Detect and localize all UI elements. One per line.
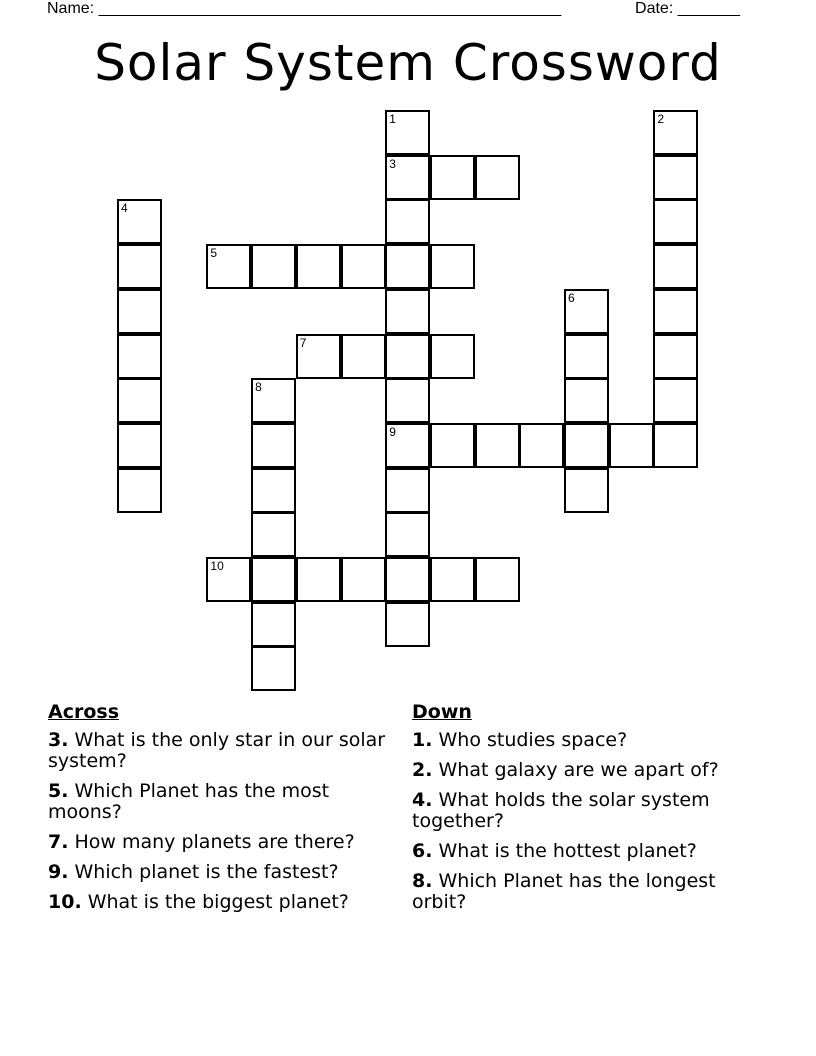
cell-number: 8 <box>255 380 262 395</box>
cell-number: 10 <box>210 559 224 573</box>
crossword-cell[interactable] <box>251 512 296 557</box>
clue-number: 7. <box>48 831 69 853</box>
crossword-cell[interactable] <box>653 110 698 155</box>
crossword-cell[interactable] <box>117 244 162 289</box>
crossword-cell[interactable] <box>251 646 296 691</box>
clue-text: What is the only star in our solar system? <box>48 729 386 772</box>
crossword-cell[interactable] <box>251 423 296 468</box>
clue-down-8 <box>412 871 762 913</box>
clue-across-5 <box>48 781 388 823</box>
crossword-cell[interactable] <box>117 378 162 423</box>
crossword-cell[interactable] <box>385 289 430 334</box>
crossword-cell[interactable] <box>430 155 475 200</box>
clue-text: What galaxy are we apart of? <box>432 759 719 781</box>
crossword-cell[interactable] <box>117 423 162 468</box>
crossword-cell[interactable] <box>653 423 698 468</box>
clue-down-1 <box>412 730 762 751</box>
clue-number: 9. <box>48 861 69 883</box>
across-clues <box>48 702 388 922</box>
clue-across-9 <box>48 862 388 883</box>
clue-text: What is the biggest planet? <box>81 891 349 913</box>
clue-down-2 <box>412 760 762 781</box>
crossword-cell[interactable] <box>341 244 386 289</box>
clue-number: 10. <box>48 891 82 913</box>
clue-number: 2. <box>412 759 433 781</box>
crossword-cell[interactable] <box>653 199 698 244</box>
crossword-cell[interactable] <box>296 244 341 289</box>
crossword-cell[interactable] <box>475 557 520 602</box>
crossword-cell[interactable] <box>117 468 162 513</box>
crossword-cell[interactable] <box>296 557 341 602</box>
cell-number: 2 <box>657 112 665 126</box>
crossword-cell[interactable] <box>564 289 609 334</box>
crossword-cell[interactable] <box>117 334 162 379</box>
crossword-cell[interactable] <box>117 289 162 334</box>
crossword-cell[interactable] <box>385 423 430 468</box>
crossword-cell[interactable] <box>251 244 296 289</box>
crossword-cell[interactable] <box>564 378 609 423</box>
clue-text: Which Planet has the longest orbit? <box>412 870 716 913</box>
crossword-cell[interactable] <box>385 334 430 379</box>
cell-number: 6 <box>568 290 575 305</box>
clue-across-3 <box>48 730 388 772</box>
crossword-cell[interactable] <box>385 378 430 423</box>
clue-text: Which planet is the fastest? <box>68 861 339 883</box>
crossword-cell[interactable] <box>385 557 430 602</box>
crossword-cell[interactable] <box>475 155 520 200</box>
crossword-cell[interactable] <box>206 557 251 602</box>
clue-number: 8. <box>412 870 433 892</box>
crossword-cell[interactable] <box>653 155 698 200</box>
clue-text: What holds the solar system together? <box>412 789 710 832</box>
crossword-cell[interactable] <box>251 602 296 647</box>
crossword-cell[interactable] <box>653 289 698 334</box>
clue-number: 4. <box>412 789 433 811</box>
clue-down-4 <box>412 790 762 832</box>
clue-across-10 <box>48 892 388 913</box>
across-heading: Across <box>48 701 120 723</box>
clue-number: 5. <box>48 780 69 802</box>
down-clues <box>412 702 762 922</box>
clue-number: 3. <box>48 729 69 751</box>
cell-number: 3 <box>389 156 396 171</box>
crossword-cell[interactable] <box>653 334 698 379</box>
cell-number: 5 <box>210 246 218 261</box>
clue-text: Which Planet has the most moons? <box>48 780 330 823</box>
crossword-cell[interactable] <box>385 512 430 557</box>
crossword-cell[interactable] <box>475 423 520 468</box>
crossword-cell[interactable] <box>341 334 386 379</box>
crossword-cell[interactable] <box>117 199 162 244</box>
crossword-cell[interactable] <box>251 378 296 423</box>
crossword-cell[interactable] <box>385 468 430 513</box>
clue-text: Who studies space? <box>432 729 628 751</box>
crossword-cell[interactable] <box>430 557 475 602</box>
cell-number: 4 <box>121 201 128 216</box>
cell-number: 1 <box>389 112 396 126</box>
cell-number: 7 <box>299 335 307 350</box>
crossword-cell[interactable] <box>564 468 609 513</box>
page-title: Solar System Crossword <box>94 34 722 92</box>
crossword-cell[interactable] <box>653 378 698 423</box>
crossword-cell[interactable] <box>385 155 430 200</box>
crossword-cell[interactable] <box>609 423 654 468</box>
crossword-cell[interactable] <box>430 244 475 289</box>
down-heading: Down <box>412 701 472 723</box>
crossword-cell[interactable] <box>296 334 341 379</box>
clue-across-7 <box>48 832 388 853</box>
crossword-cell[interactable] <box>251 468 296 513</box>
crossword-cell[interactable] <box>430 423 475 468</box>
crossword-cell[interactable] <box>519 423 564 468</box>
crossword-cell[interactable] <box>385 244 430 289</box>
crossword-cell[interactable] <box>385 110 430 155</box>
crossword-cell[interactable] <box>341 557 386 602</box>
crossword-cell[interactable] <box>564 423 609 468</box>
crossword-cell[interactable] <box>653 244 698 289</box>
clue-text: What is the hottest planet? <box>432 840 697 862</box>
cell-number: 9 <box>389 424 396 439</box>
date-field-label[interactable]: Date: _______ <box>635 0 740 17</box>
name-field-label[interactable]: Name: ____________________________________________________ <box>47 0 562 17</box>
crossword-cell[interactable] <box>206 244 251 289</box>
clue-number: 1. <box>412 729 433 751</box>
clue-number: 6. <box>412 840 433 862</box>
crossword-cell[interactable] <box>430 334 475 379</box>
crossword-cell[interactable] <box>385 602 430 647</box>
clue-down-6 <box>412 841 762 862</box>
clue-text: How many planets are there? <box>68 831 355 853</box>
crossword-cell[interactable] <box>251 557 296 602</box>
crossword-cell[interactable] <box>385 199 430 244</box>
crossword-cell[interactable] <box>564 334 609 379</box>
